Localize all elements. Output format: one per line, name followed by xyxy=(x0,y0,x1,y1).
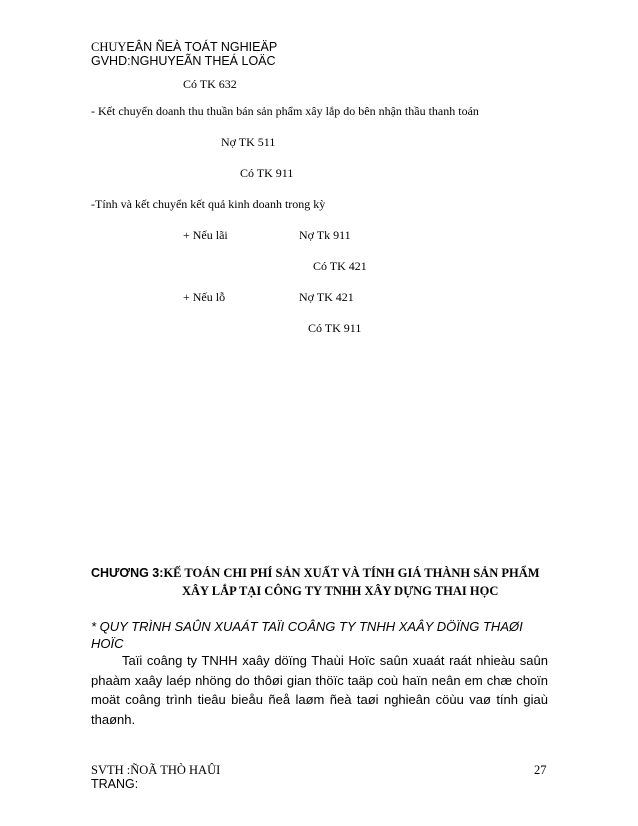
page-number: 27 xyxy=(534,763,547,777)
entry-no-421: Nợ TK 421 xyxy=(299,290,354,304)
paragraph-line-4: thaønh. xyxy=(91,711,136,727)
header-line1-prefix: CHUY xyxy=(91,40,127,54)
entry-no-511: Nợ TK 511 xyxy=(221,135,276,149)
footer-svth-text: SVTH :ÑOÃ THÒ HAÛI xyxy=(91,763,221,777)
chapter-label: CHƯƠNG 3: xyxy=(91,566,164,580)
chapter-title-line1: KẾ TOÁN CHI PHÍ SẢN XUẤT VÀ TÍNH GIÁ THÀNH SẢN PHẨM xyxy=(163,566,540,580)
entry-ket-chuyen-doanh-thu: - Kết chuyển doanh thu thuần bán sản phẩm xây lắp do bên nhận thầu thanh toán xyxy=(91,104,479,118)
header-advisor: GVHD:NGHUYEÃN THEÁ LOÄC xyxy=(91,54,276,68)
paragraph-line-3: moät coâng trình tieâu bieåu ñeå laøm ñeà taøi nghieân cöùu vaø tính giaù xyxy=(91,692,548,707)
footer-svth xyxy=(91,763,220,777)
entry-co-632: Có TK 632 xyxy=(183,77,237,91)
entry-no-tk-911: Nợ Tk 911 xyxy=(299,228,351,242)
chapter-heading-line1 xyxy=(91,566,540,581)
section-heading-line1: * QUY TRÌNH SAÛN XUAÁT TAÏI COÂNG TY TNHH XAÂY DÖÏNG THAØI xyxy=(91,619,523,634)
paragraph-line-1: Taïi coâng ty TNHH xaây döïng Thaùi Hoïc saûn xuaát raát nhieàu saûn xyxy=(122,653,548,668)
header-line1-rest: EÂN ÑEÀ TOÁT NGHIEÄP xyxy=(126,40,278,54)
paragraph-line-2: phaàm xaây laép nhöng do thôøi gian thöïc taäp coù haïn neân em chæ choïn xyxy=(91,672,548,688)
document-header xyxy=(91,40,277,54)
section-heading-line2: HOÏC xyxy=(91,636,124,651)
entry-co-421: Có TK 421 xyxy=(313,259,367,273)
footer-trang: TRANG: xyxy=(91,777,139,791)
section-paragraph xyxy=(91,651,548,729)
entry-neu-lo: + Nếu lỗ xyxy=(183,290,226,304)
entry-neu-lai: + Nếu lãi xyxy=(183,228,228,242)
entry-tinh-ket-chuyen: -Tính và kết chuyển kết quả kinh doanh trong kỳ xyxy=(91,197,326,211)
entry-co-911-b: Có TK 911 xyxy=(308,321,362,335)
chapter-title-line2: XÂY LẮP TẠI CÔNG TY TNHH XÂY DỰNG THAI HỌC xyxy=(182,584,499,598)
entry-co-911-a: Có TK 911 xyxy=(240,166,294,180)
